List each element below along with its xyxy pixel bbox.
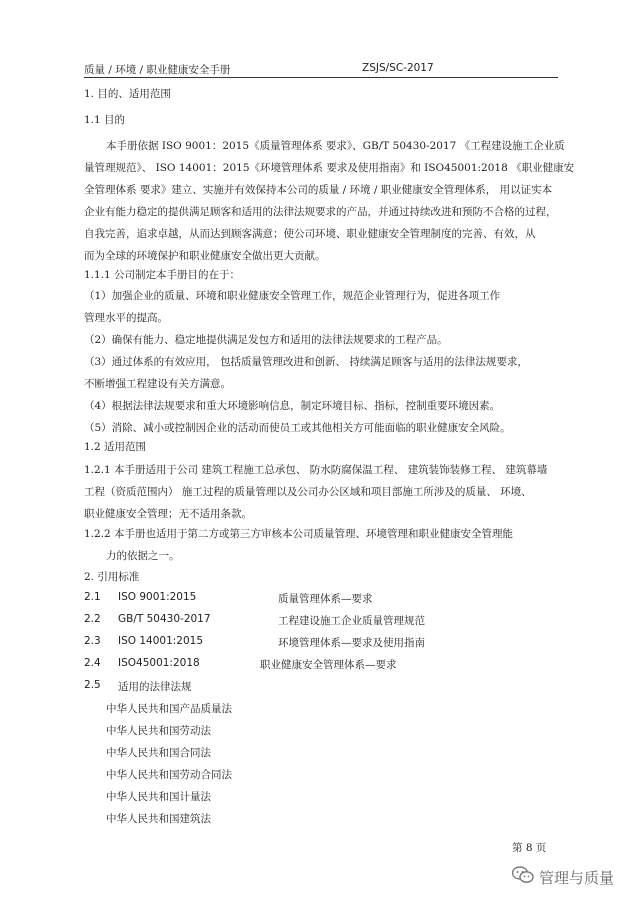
standard-title: 环境管理体系—要求及使用指南 [278, 637, 425, 649]
subsection-heading: 1.1 目的 [84, 114, 126, 126]
header-title: 质量 / 环境 / 职业健康安全手册 [84, 64, 231, 76]
law-item: 中华人民共和国劳动合同法 [106, 769, 232, 781]
paragraph-line: 本手册依据 ISO 9001：2015《质量管理体系 要求》、GB/T 50430-2017 《工程建设施工企业质 [106, 140, 565, 152]
paragraph-line: 1.2.2 本手册也适用于第二方或第三方审核本公司质量管理、环境管理和职业健康安全管理能 [84, 528, 514, 540]
paragraph-line: 自我完善，追求卓越，从而达到顾客满意；使公司环境、职业健康安全管理制度的完善、有效，从 [84, 228, 536, 240]
section-heading: 2. 引用标准 [84, 571, 140, 583]
paragraph-line: 而为全球的环境保护和职业健康安全做出更大贡献。 [84, 250, 326, 262]
standard-title: 质量管理体系—要求 [278, 593, 373, 605]
list-item: （3）通过体系的有效应用， 包括质量管理改进和创新、 持续满足顾客与适用的法律法规要求， [84, 356, 528, 368]
paragraph-line: 量管理规范》、 ISO 14001：2015《环境管理体系 要求及使用指南》和 ISO45001:2018 《职业健康安 [84, 162, 575, 174]
standard-number: 2.4 [84, 657, 101, 669]
watermark [512, 866, 614, 888]
list-item: （5）消除、减小或控制因企业的活动而使员工或其他相关方可能面临的职业健康安全风险。 [84, 422, 511, 434]
paragraph-line: 力的依据之一。 [106, 550, 180, 562]
paragraph-line: 职业健康安全管理；无不适用条款。 [84, 508, 252, 520]
list-item-continuation: 管理水平的提高。 [84, 312, 168, 324]
standard-title: 工程建设施工企业质量管理规范 [278, 615, 425, 627]
law-item: 中华人民共和国合同法 [106, 747, 211, 759]
standard-number: 2.2 [84, 613, 101, 625]
standard-code: ISO 9001:2015 [118, 591, 197, 603]
paragraph-line: 企业有能力稳定的提供满足顾客和适用的法律法规要求的产品，并通过持续改进和预防不合格的过程， [84, 206, 557, 218]
header-rule [84, 77, 558, 78]
paragraph-line: 全管理体系 要求》建立、实施并有效保持本公司的质量 / 环境 / 职业健康安全管理体系， 用以证实本 [84, 184, 553, 196]
list-item: （1）加强企业的质量、环境和职业健康安全管理工作，规范企业管理行为，促进各项工作 [84, 290, 501, 302]
paragraph-line: 1.2.1 本手册适用于公司 建筑工程施工总承包、 防水防腐保温工程、 建筑装饰装修工程、 建筑幕墙 [84, 464, 548, 476]
law-item: 中华人民共和国劳动法 [106, 725, 211, 737]
section-heading: 1. 目的、适用范围 [84, 88, 171, 100]
standard-code: GB/T 50430-2017 [118, 613, 211, 625]
paragraph-line: 工程（资质范围内） 施工过程的质量管理以及公司办公区域和项目部施工所涉及的质量、 环境、 [84, 486, 532, 498]
standard-number: 2.1 [84, 591, 101, 603]
list-item-continuation: 不断增强工程建设有关方满意。 [84, 378, 231, 390]
standard-code: ISO45001:2018 [118, 657, 200, 669]
laws-heading: 适用的法律法规 [118, 681, 192, 693]
law-item: 中华人民共和国建筑法 [106, 813, 211, 825]
subsection-heading: 1.2 适用范围 [84, 441, 147, 453]
law-item: 中华人民共和国产品质量法 [106, 703, 232, 715]
standard-code: ISO 14001:2015 [118, 635, 204, 647]
standard-title: 职业健康安全管理体系—要求 [260, 659, 397, 671]
page-number: 第 8 页 [512, 842, 547, 854]
wechat-icon [512, 866, 539, 888]
clause-heading: 1.1.1 公司制定本手册目的在于： [84, 269, 241, 281]
law-item: 中华人民共和国计量法 [106, 791, 211, 803]
header-doc-code: ZSJS/SC-2017 [362, 62, 434, 74]
list-item: （4）根据法律法规要求和重大环境影响信息，制定环境目标、指标，控制重要环境因素。 [84, 400, 501, 412]
laws-number: 2.5 [84, 679, 101, 691]
watermark-text: 管理与质量 [539, 868, 615, 887]
standard-number: 2.3 [84, 635, 101, 647]
list-item: （2）确保有能力、稳定地提供满足发包方和适用的法律法规要求的工程产品。 [84, 334, 448, 346]
